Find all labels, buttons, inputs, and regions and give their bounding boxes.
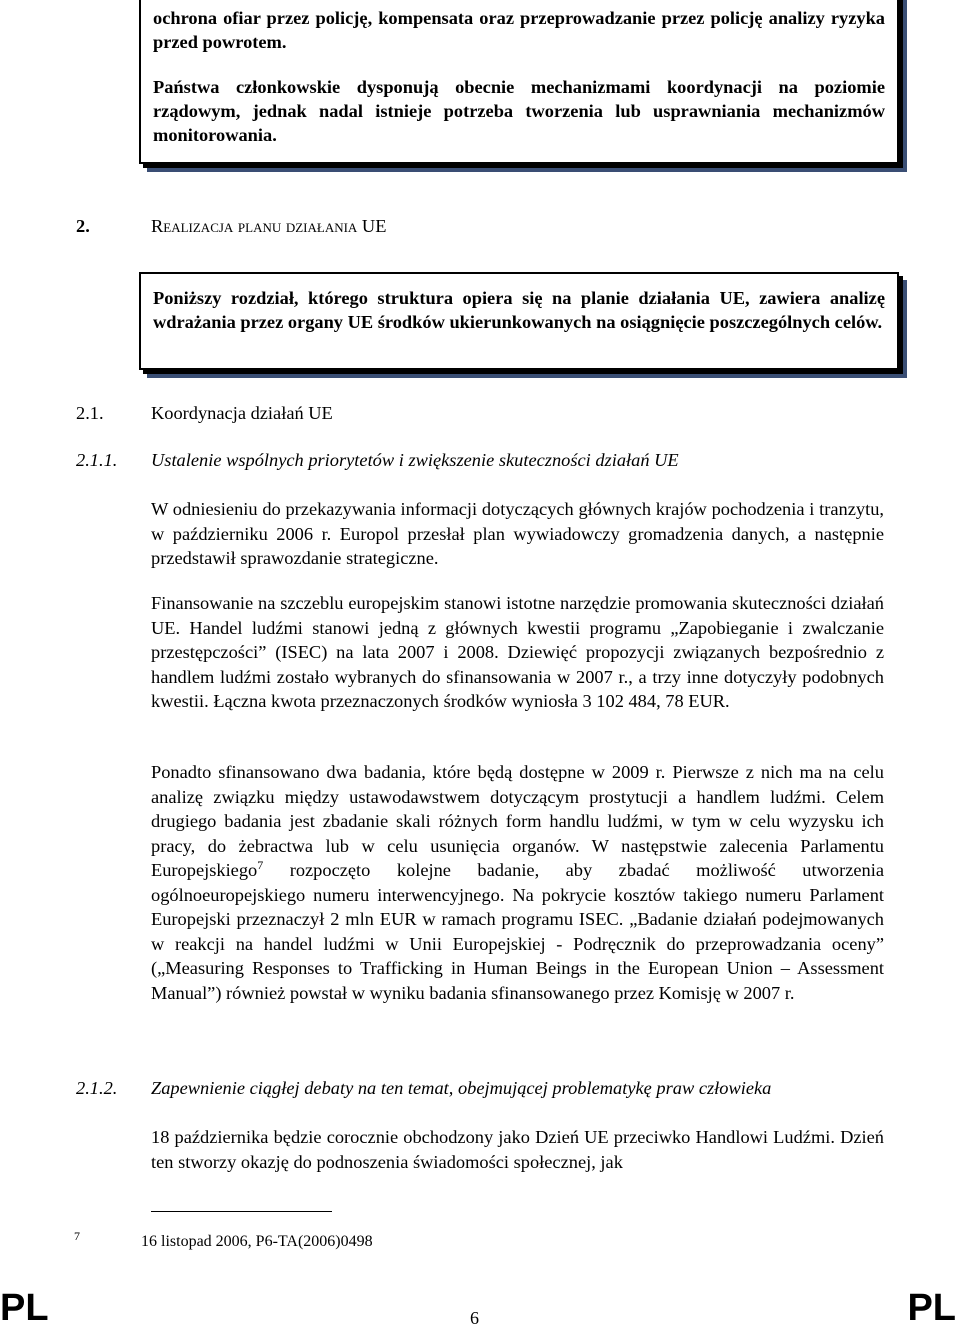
section-2-1-2-number: 2.1.2. bbox=[76, 1078, 118, 1098]
section-2-1-2-title: Zapewnienie ciągłej debaty na ten temat, obejmującej problematykę praw człowieka bbox=[151, 1078, 772, 1098]
footnote-separator bbox=[151, 1211, 332, 1212]
section-2-1-1-number: 2.1.1. bbox=[76, 450, 118, 470]
section-2-heading bbox=[76, 216, 90, 237]
footer-language-left: PL bbox=[0, 1287, 49, 1329]
highlight-box-1 bbox=[139, 0, 899, 164]
footer-language-right: PL bbox=[907, 1287, 956, 1329]
highlight-box-2 bbox=[139, 272, 899, 370]
box1-paragraph-2: Państwa członkowskie dysponują obecnie mechanizmami koordynacji na poziomie rządowym, jednak nadal istnieje potrzeba tworzenia lub usprawniania mechanizmów monitorowania. bbox=[153, 76, 885, 146]
section-2-1-1-paragraph-3 bbox=[151, 760, 884, 1005]
section-2-1-1-paragraph-1: W odniesieniu do przekazywania informacji dotyczących głównych krajów pochodzenia i tranzytu, w październiku 2006 r. Europol przesłał plan wywiadowczy gromadzenia danych, a następnie przedstawił sprawozdanie strategiczne. bbox=[151, 499, 884, 568]
footnote-mark: 7 bbox=[74, 1229, 80, 1243]
page-number: 6 bbox=[470, 1308, 479, 1328]
footnote-text: 16 listopad 2006, P6-TA(2006)0498 bbox=[141, 1233, 373, 1250]
section-2-1-title: Koordynacja działań UE bbox=[151, 403, 333, 423]
section-2-1-1-title: Ustalenie wspólnych priorytetów i zwiększenie skuteczności działań UE bbox=[151, 450, 679, 470]
paragraph-3-part-1: Ponadto sfinansowano dwa badania, które będą dostępne w 2009 r. Pierwsze z nich ma na celu analizę związku między ustawodawstwem dotyczącym prostytucji a handlem ludźmi. Celem drugiego badania jest zbadanie skali różnych form handlu ludźmi, w tym w celu wyzysku ich pracy, do żebractwa lub w celu usunięcia organów. W następstwie zalecenia Parlamentu Europejskiego bbox=[151, 762, 884, 880]
section-2-title: Realizacja planu działania UE bbox=[151, 216, 387, 236]
section-2-1-2-paragraph-1: 18 października będzie corocznie obchodzony jako Dzień UE przeciwko Handlowi Ludźmi. Dzień ten stworzy okazję do podnoszenia świadomości społecznej, jak bbox=[151, 1127, 884, 1172]
box2-paragraph: Poniższy rozdział, którego struktura opiera się na planie działania UE, zawiera analizę wdrażania przez organy UE środków ukierunkowanych na osiągnięcie poszczególnych celów. bbox=[153, 288, 885, 333]
section-2-1-1-paragraph-2: Finansowanie na szczeblu europejskim stanowi istotne narzędzie promowania skuteczności działań UE. Handel ludźmi stanowi jedną z głównych kwestii programu „Zapobieganie i zwalczanie przestępczości” (ISEC) na lata 2007 i 2008. Dziewięć propozycji związanych bezpośrednio z handlem ludźmi zostało wybranych do sfinansowania w 2007 r., a trzy inne dotyczyły podobnych kwestii. Łączna kwota przeznaczonych środków wyniosła 3 102 484, 78 EUR. bbox=[151, 593, 884, 711]
section-2-number: 2. bbox=[76, 216, 90, 236]
box1-paragraph-1: ochrona ofiar przez policję, kompensata oraz przeprowadzanie przez policję analizy ryzyka przed powrotem. bbox=[153, 8, 885, 53]
paragraph-3-part-2: rozpoczęto kolejne badanie, aby zbadać możliwość utworzenia ogólnoeuropejskiego numeru interwencyjnego. Na pokrycie kosztów takiego numeru Parlament Europejski przeznaczył 2 mln EUR w ramach programu ISEC. „Badanie działań podejmowanych w reakcji na handel ludźmi w Unii Europejskiej - Podręcznik do przeprowadzania oceny” („Measuring Responses to Trafficking in Human Beings in the European Union – Assessment Manual”) również powstał w wyniku badania sfinansowanego przez Komisję w 2007 r. bbox=[151, 860, 884, 1003]
section-2-1-number: 2.1. bbox=[76, 403, 104, 423]
footnote-reference: 7 bbox=[257, 857, 264, 872]
